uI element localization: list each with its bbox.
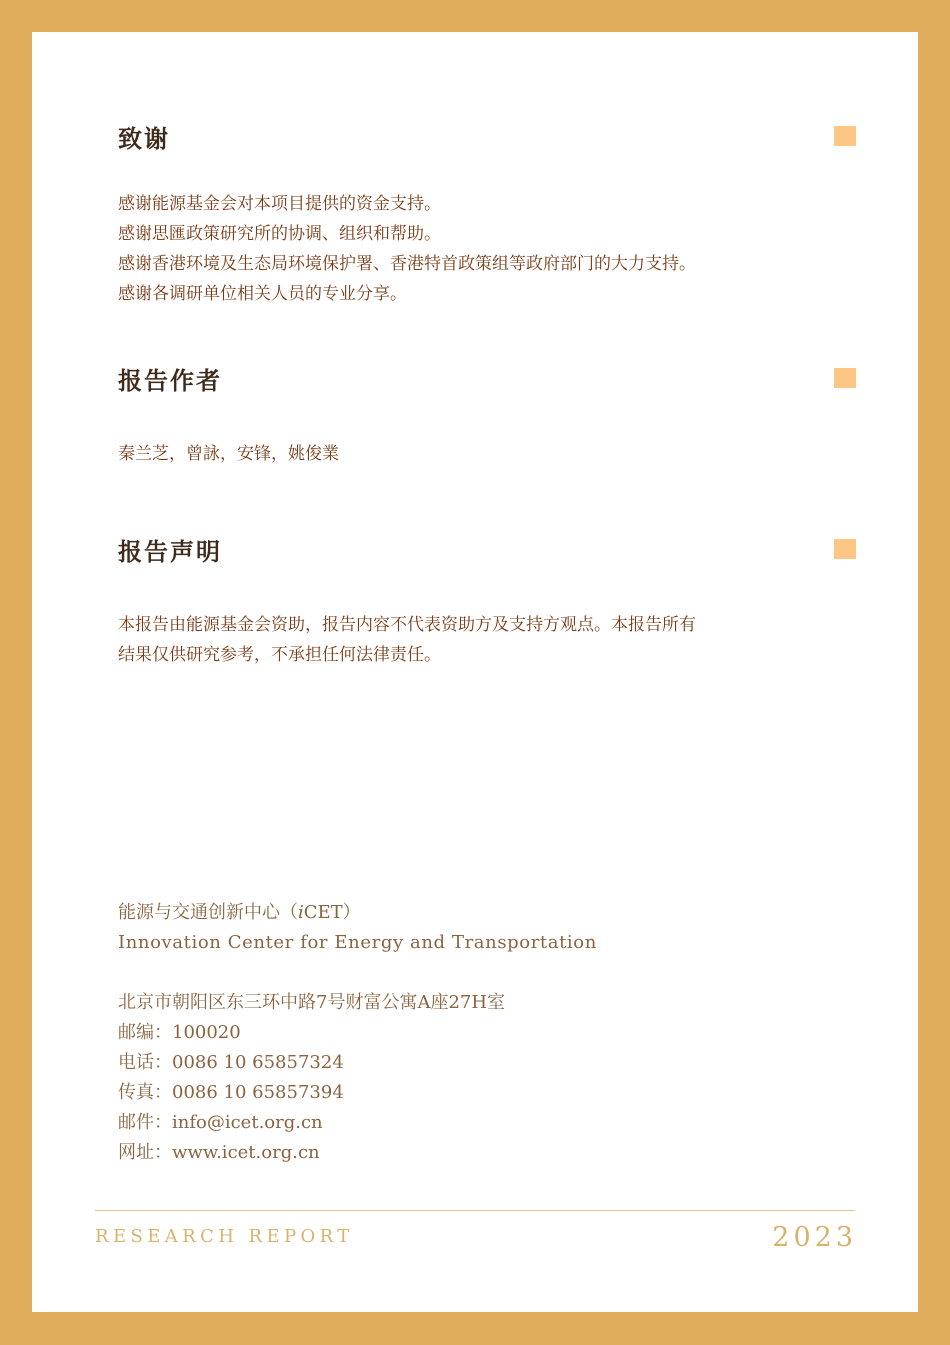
- disclaimer-section: [118, 537, 856, 670]
- disclaimer-body: [118, 610, 856, 670]
- acknowledgement-line: 感谢香港环境及生态局环境保护署、香港特首政策组等政府部门的大力支持。: [118, 254, 696, 274]
- report-page: [32, 32, 918, 1312]
- footer-year: 2023: [772, 1222, 857, 1253]
- organization-name-cn-prefix: 能源与交通创新中心（: [118, 902, 298, 923]
- acknowledgement-line: 感谢思匯政策研究所的协调、组织和帮助。: [118, 224, 441, 244]
- author-names: 秦兰芝，曾詠，安锋，姚俊業: [118, 444, 339, 464]
- address-text: 北京市朝阳区东三环中路7号财富公寓A座27H室: [118, 992, 506, 1013]
- authors-heading: 报告作者: [118, 366, 222, 395]
- footer-report-label: RESEARCH REPORT: [95, 1226, 354, 1247]
- organization-name-cn: [118, 898, 597, 928]
- fax-text: 传真：0086 10 65857394: [118, 1082, 344, 1103]
- disclaimer-line: 本报告由能源基金会资助，报告内容不代表资助方及支持方观点。本报告所有: [118, 615, 696, 635]
- disclaimer-line: 结果仅供研究参考，不承担任何法律责任。: [118, 645, 441, 665]
- contact-details: [118, 988, 597, 1168]
- disclaimer-heading: 报告声明: [118, 537, 222, 566]
- acknowledgements-heading: 致谢: [118, 124, 170, 153]
- acknowledgement-line: 感谢各调研单位相关人员的专业分享。: [118, 284, 407, 304]
- postcode-text: 邮编：100020: [118, 1022, 241, 1043]
- organization-name-cn-suffix: CET）: [303, 902, 361, 923]
- email-text: 邮件：info@icet.org.cn: [118, 1112, 323, 1133]
- organization-name-en: Innovation Center for Energy and Transportation: [118, 932, 597, 953]
- footer-divider: [95, 1210, 855, 1211]
- acknowledgements-body: [118, 189, 856, 309]
- website-text: 网址：www.icet.org.cn: [118, 1142, 320, 1163]
- section-marker-square: [834, 368, 856, 388]
- section-marker-square: [834, 539, 856, 559]
- organization-name-cn-i: i: [298, 902, 304, 923]
- acknowledgement-line: 感谢能源基金会对本项目提供的资金支持。: [118, 194, 441, 214]
- section-marker-square: [834, 126, 856, 146]
- phone-text: 电话：0086 10 65857324: [118, 1052, 344, 1073]
- authors-section: [118, 366, 856, 469]
- authors-body: [118, 439, 856, 469]
- contact-block: [118, 898, 597, 1168]
- acknowledgements-section: [118, 124, 856, 309]
